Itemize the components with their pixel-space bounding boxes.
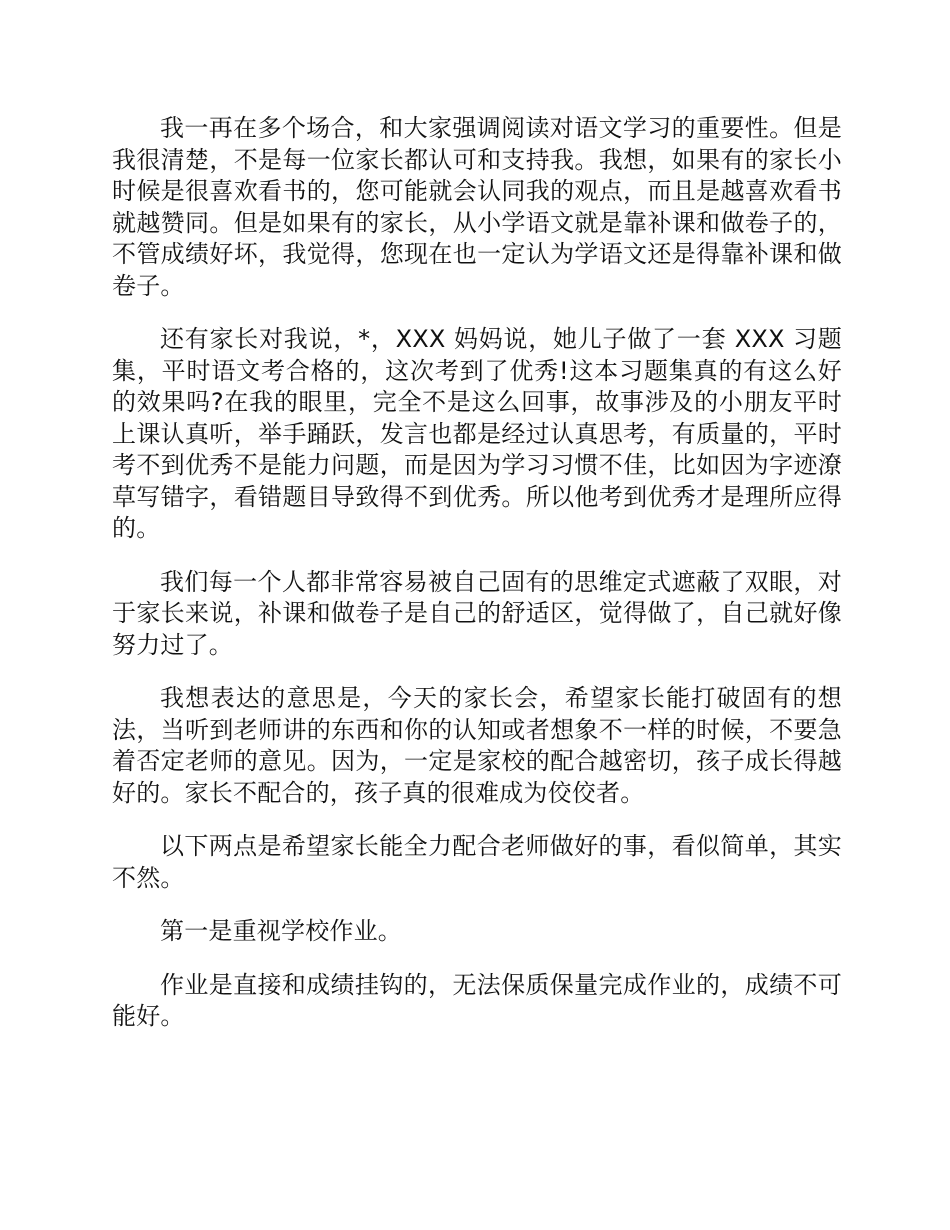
document-page [112,113,842,1055]
paragraph-point-one-heading: 第一是重视学校作业。 [160,917,402,945]
paragraph-comfort-zone: 我们每一个人都非常容易被自己固有的思维定式遮蔽了双眼，对于家长来说，补课和做卷子是自己的舒适区，觉得做了，自己就好像努力过了。 [112,567,842,659]
paragraph-exercise-book-story: 还有家长对我说，*，XXX 妈妈说，她儿子做了一套 XXX 习题集，平时语文考合格的，这次考到了优秀!这本习题集真的有这么好的效果吗?在我的眼里，完全不是这么回事，故事涉及的小朋友平时上课认真听，举手踊跃，发言也都是经过认真思考，有质量的，平时考不到优秀不是能力问题，而是因为学习习惯不佳，比如因为字迹潦草写错字，看错题目导致得不到优秀。所以他考到优秀才是理所应得的。 [112,325,842,542]
paragraph-reading-importance: 我一再在多个场合，和大家强调阅读对语文学习的重要性。但是我很清楚，不是每一位家长都认可和支持我。我想，如果有的家长小时候是很喜欢看书的，您可能就会认同我的观点，而且是越喜欢看书就越赞同。但是如果有的家长，从小学语文就是靠补课和做卷子的，不管成绩好坏，我觉得，您现在也一定认为学语文还是得靠补课和做卷子。 [112,114,842,300]
paragraph-cooperation: 我想表达的意思是，今天的家长会，希望家长能打破固有的想法，当听到老师讲的东西和你的认知或者想象不一样的时候，不要急着否定老师的意见。因为，一定是家校的配合越密切，孩子成长得越好的。家长不配合的，孩子真的很难成为佼佼者。 [112,684,842,807]
paragraph-homework-importance: 作业是直接和成绩挂钩的，无法保质保量完成作业的，成绩不可能好。 [112,970,842,1030]
paragraph-two-points-intro: 以下两点是希望家长能全力配合老师做好的事，看似简单，其实不然。 [112,832,842,892]
